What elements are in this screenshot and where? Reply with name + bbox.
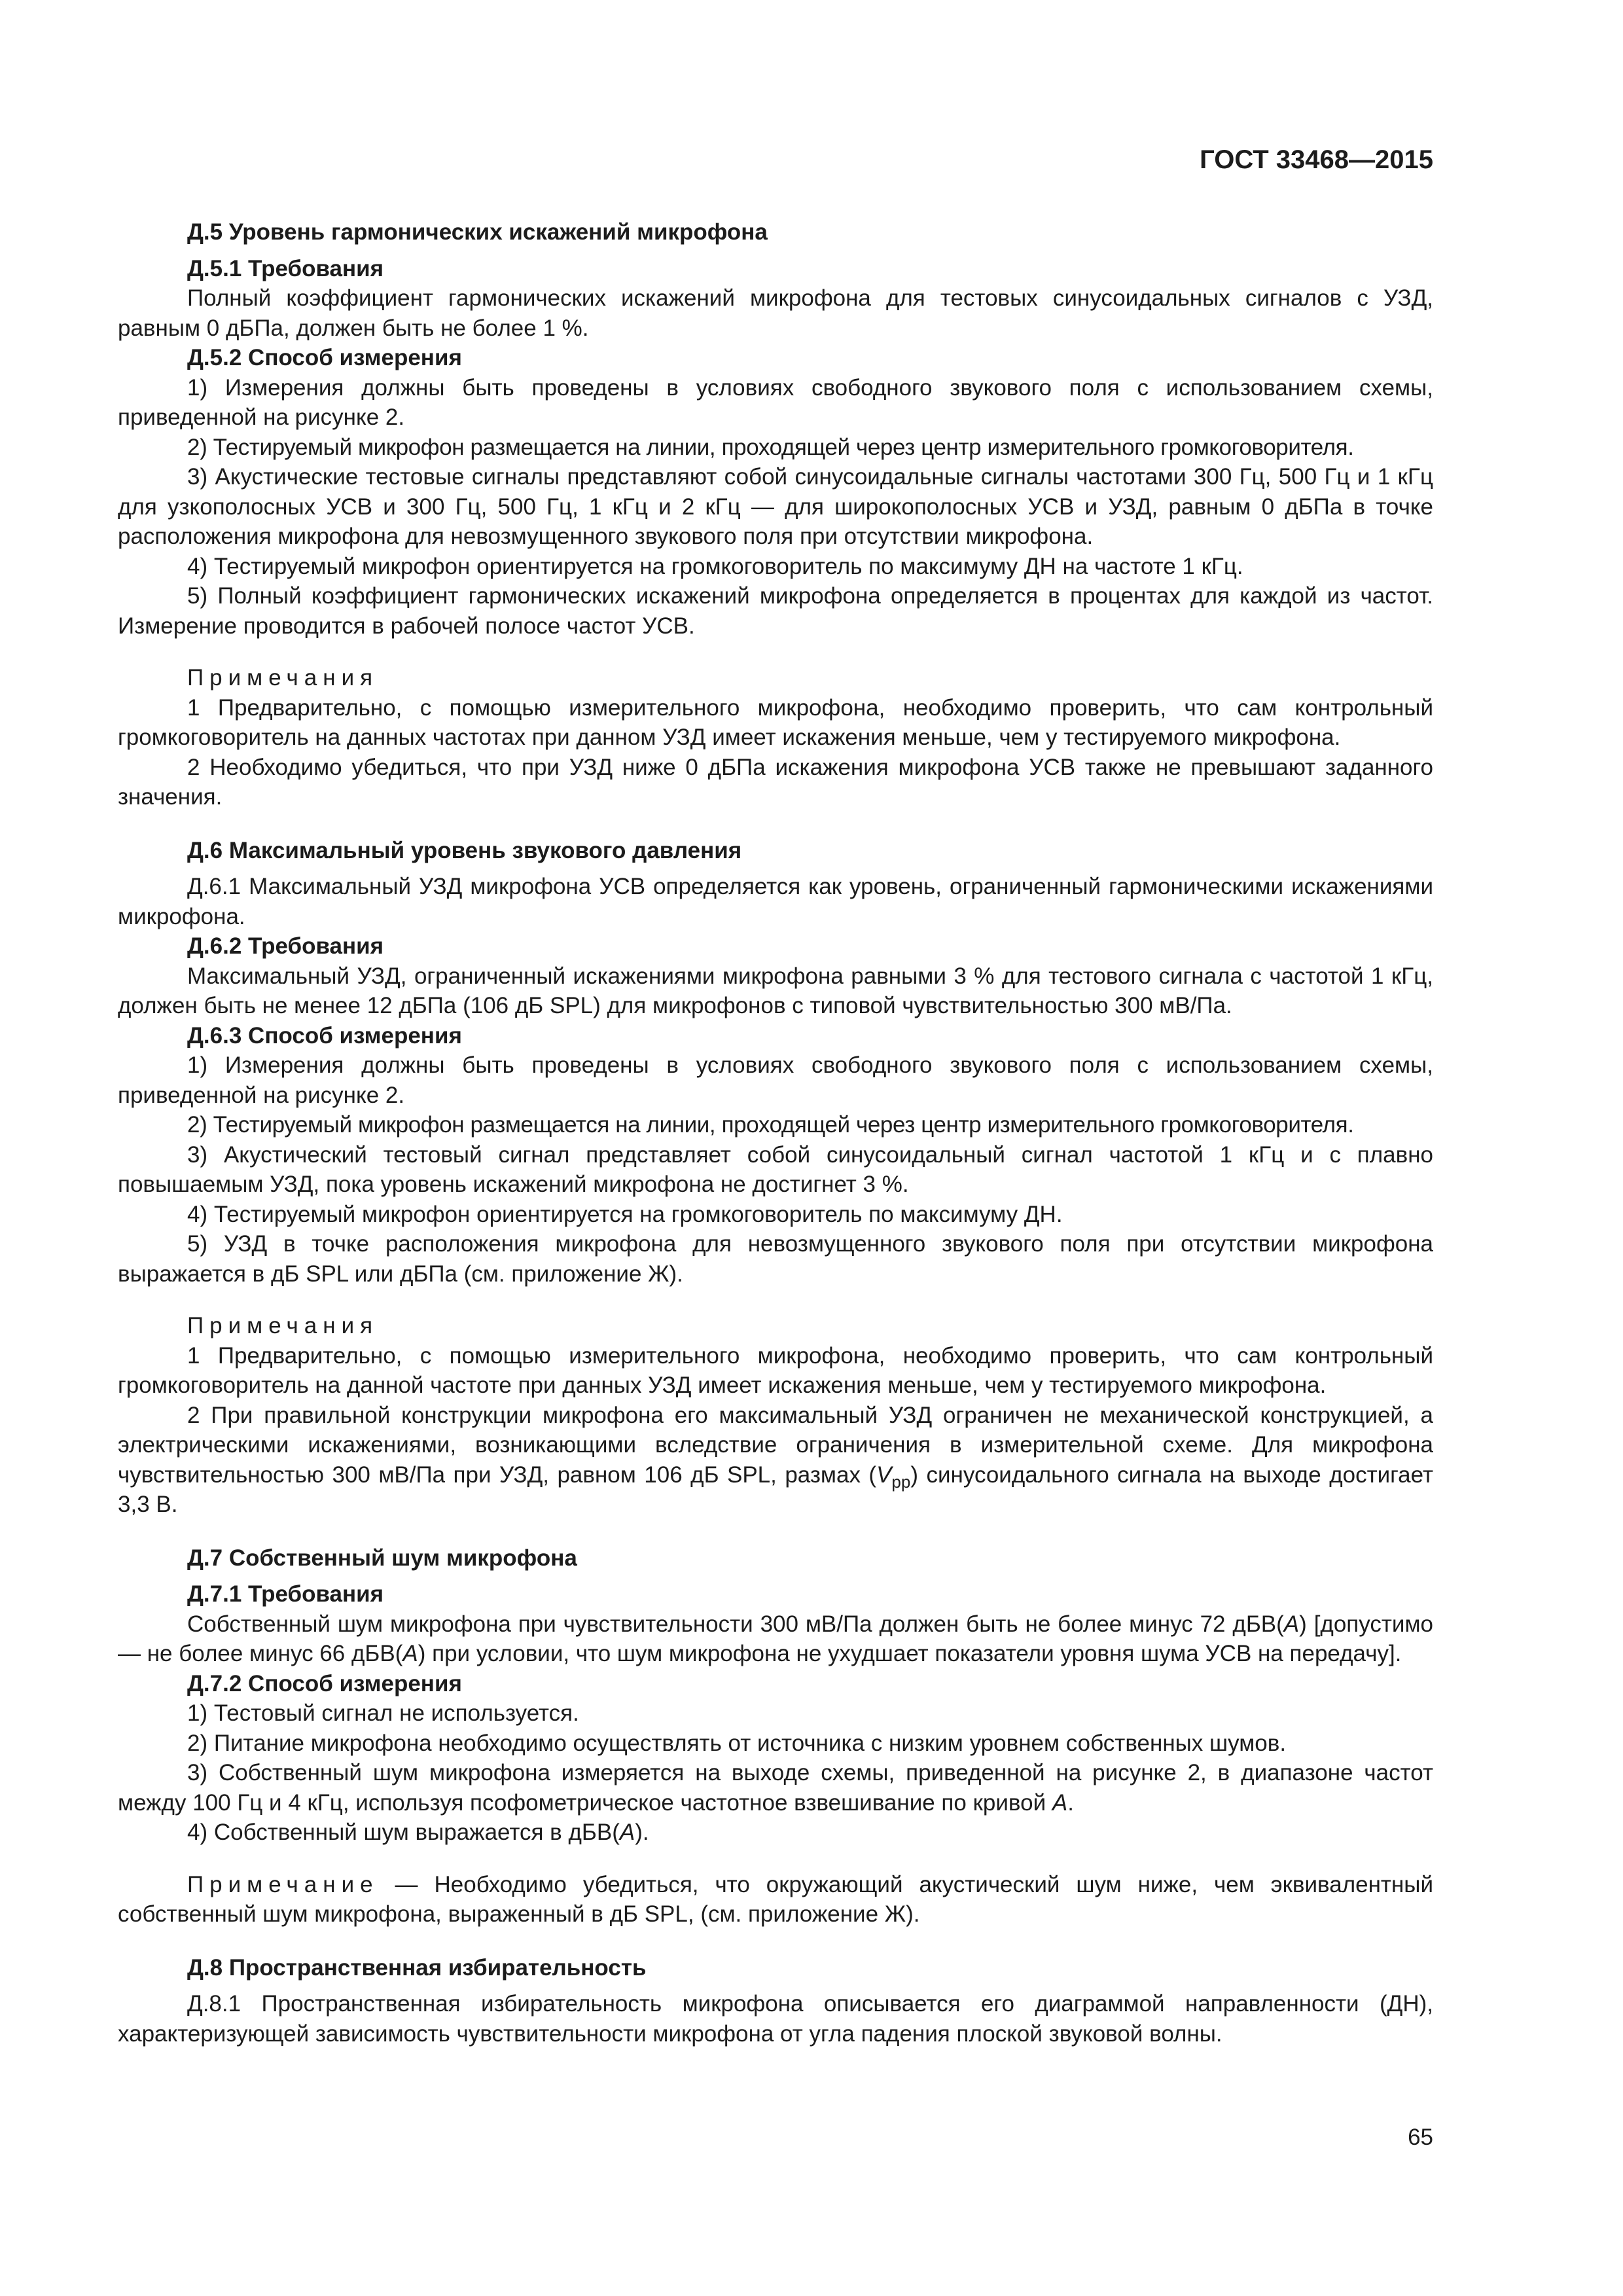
paragraph: Полный коэффициент гармонических искажений микрофона для тестовых синусоидальных сигналов с УЗД, равным 0 дБПа, должен быть не более 1 %. [118, 285, 1433, 341]
list-item: 1) Тестовый сигнал не используется. [187, 1700, 579, 1726]
document-id: ГОСТ 33468—2015 [1200, 145, 1433, 174]
list-item: 4) Тестируемый микрофон ориентируется на громкоговоритель по максимуму ДН на частоте 1 кГц. [187, 553, 1243, 579]
list-item: 2) Питание микрофона необходимо осуществлять от источника с низким уровнем собственных шумов. [187, 1730, 1287, 1756]
list-item: 4) Тестируемый микрофон ориентируется на громкоговоритель по максимуму ДН. [187, 1201, 1063, 1227]
weighting-a: А [1283, 1611, 1300, 1637]
paragraph: Максимальный УЗД, ограниченный искажениями микрофона равными 3 % для тестового сигнала с частотой 1 кГц, должен быть не менее 12 дБПа (106 дБ SPL) для микрофонов с типовой чувствительностью 300 мВ/Па. [118, 963, 1433, 1018]
text: 3) Собственный шум микрофона измеряется на выходе схемы, приведенной на рисунке 2, в диапазоне частот между 100 Гц и 4 кГц, используя псофометрическое частотное взвешивание по кривой [118, 1760, 1433, 1816]
weighting-a: А [1052, 1789, 1068, 1816]
note: 1 Предварительно, с помощью измерительного микрофона, необходимо проверить, что сам контрольный громкоговоритель на данных частотах при данном УЗД имеет искажения меньше, чем у тестируемого микрофона. [118, 694, 1433, 750]
paragraph: Д.8.1 Пространственная избирательность микрофона описывается его диаграммой направленности (ДН), характеризующей зависимость чувствительности микрофона от угла падения плоской звуковой волны. [118, 1991, 1433, 2047]
text: Собственный шум микрофона при чувствительности 300 мВ/Па должен быть не более минус 72 дБВ( [187, 1611, 1284, 1637]
note [118, 1401, 1433, 1520]
list-item: 1) Измерения должны быть проведены в условиях свободного звукового поля с использованием схемы, приведенной на рисунке 2. [118, 374, 1433, 430]
list-item: 2) Тестируемый микрофон размещается на линии, проходящей через центр измерительного громкоговорителя. [187, 1112, 1354, 1138]
voltage-subscript: pp [891, 1471, 911, 1492]
section-title-d7: Д.7 Собственный шум микрофона [187, 1545, 577, 1571]
note-text: — Необходимо убедиться, что окружающий акустический шум ниже, чем эквивалентный собственный шум микрофона, выраженный в дБ SPL, (см. приложение Ж). [118, 1871, 1433, 1927]
weighting-a: А [402, 1641, 418, 1666]
list-item: 3) Акустический тестовый сигнал представляет собой синусоидальный сигнал частотой 1 кГц и с плавно повышаемым УЗД, пока уровень искажений микрофона не достигнет 3 %. [118, 1141, 1433, 1197]
text: ). [635, 1820, 649, 1845]
list-item: 3) Акустические тестовые сигналы представляют собой синусоидальные сигналы частотами 300 Гц, 500 Гц и 1 кГц для узкополосных УСВ и 300 Гц, 500 Гц, 1 кГц и 2 кГц — для широкополосных УСВ и УЗД, равным 0 дБПа в точке расположения микрофона для невозмущенного звукового поля при отсутствии микрофона. [118, 464, 1433, 549]
section-title-d8: Д.8 Пространственная избирательность [187, 1954, 647, 1981]
text: . [1067, 1789, 1074, 1816]
note: 1 Предварительно, с помощью измерительного микрофона, необходимо проверить, что сам контрольный громкоговоритель на данной частоте при данных УЗД имеет искажения меньше, чем у тестируемого микрофона. [118, 1342, 1433, 1398]
paragraph [118, 1609, 1433, 1669]
note-text: 2 При правильной конструкции микрофона его максимальный УЗД ограничен не механической конструкцией, а электрическими искажениями, возникающими вследствие ограничения в измерительной схеме. Для микрофона чувствительностью 300 мВ/Па при УЗД, равном 106 дБ SPL, размах ( [118, 1402, 1433, 1488]
notes-label: Примечания [187, 1313, 379, 1338]
list-item [118, 1818, 1433, 1848]
subsection-title-d72: Д.7.2 Способ измерения [187, 1670, 462, 1696]
text: ) при условии, что шум микрофона не ухудшает показатели уровня шума УСВ на передачу]. [418, 1641, 1402, 1666]
subsection-title-d51: Д.5.1 Требования [187, 255, 384, 281]
subsection-title-d52: Д.5.2 Способ измерения [187, 345, 462, 370]
list-item: 5) УЗД в точке расположения микрофона для невозмущенного звукового поля при отсутствии микрофона выражается в дБ SPL или дБПа (см. приложение Ж). [118, 1231, 1433, 1287]
notes-label: Примечания [187, 665, 379, 691]
text: 4) Собственный шум выражается в дБВ( [187, 1820, 620, 1845]
list-item: 2) Тестируемый микрофон размещается на линии, проходящей через центр измерительного громкоговорителя. [187, 434, 1354, 460]
page-number: 65 [1408, 2125, 1433, 2150]
note-text: ) синусоидального сигнала на выходе достигает 3,3 В. [118, 1462, 1433, 1517]
section-title-d5: Д.5 Уровень гармонических искажений микрофона [187, 219, 768, 245]
list-item: 1) Измерения должны быть проведены в условиях свободного звукового поля с использованием схемы, приведенной на рисунке 2. [118, 1052, 1433, 1108]
note-label: Примечание [187, 1871, 379, 1897]
document-page [118, 144, 1433, 2258]
text: ) [допустимо — не более минус 66 дБВ( [118, 1611, 1433, 1666]
weighting-a: А [619, 1820, 635, 1845]
subsection-title-d63: Д.6.3 Способ измерения [187, 1022, 462, 1049]
voltage-symbol: V [876, 1462, 892, 1488]
list-item: 5) Полный коэффициент гармонических искажений микрофона определяется в процентах для каждой из частот. Измерение проводится в рабочей полосе частот УСВ. [118, 583, 1433, 639]
note [118, 1870, 1433, 1929]
paragraph: Д.6.1 Максимальный УЗД микрофона УСВ определяется как уровень, ограниченный гармоническими искажениями микрофона. [118, 874, 1433, 929]
subsection-title-d71: Д.7.1 Требования [187, 1581, 384, 1607]
list-item [118, 1758, 1433, 1818]
subsection-title-d62: Д.6.2 Требования [187, 933, 384, 959]
note: 2 Необходимо убедиться, что при УЗД ниже 0 дБПа искажения микрофона УСВ также не превышают заданного значения. [118, 754, 1433, 810]
section-title-d6: Д.6 Максимальный уровень звукового давления [187, 837, 742, 863]
